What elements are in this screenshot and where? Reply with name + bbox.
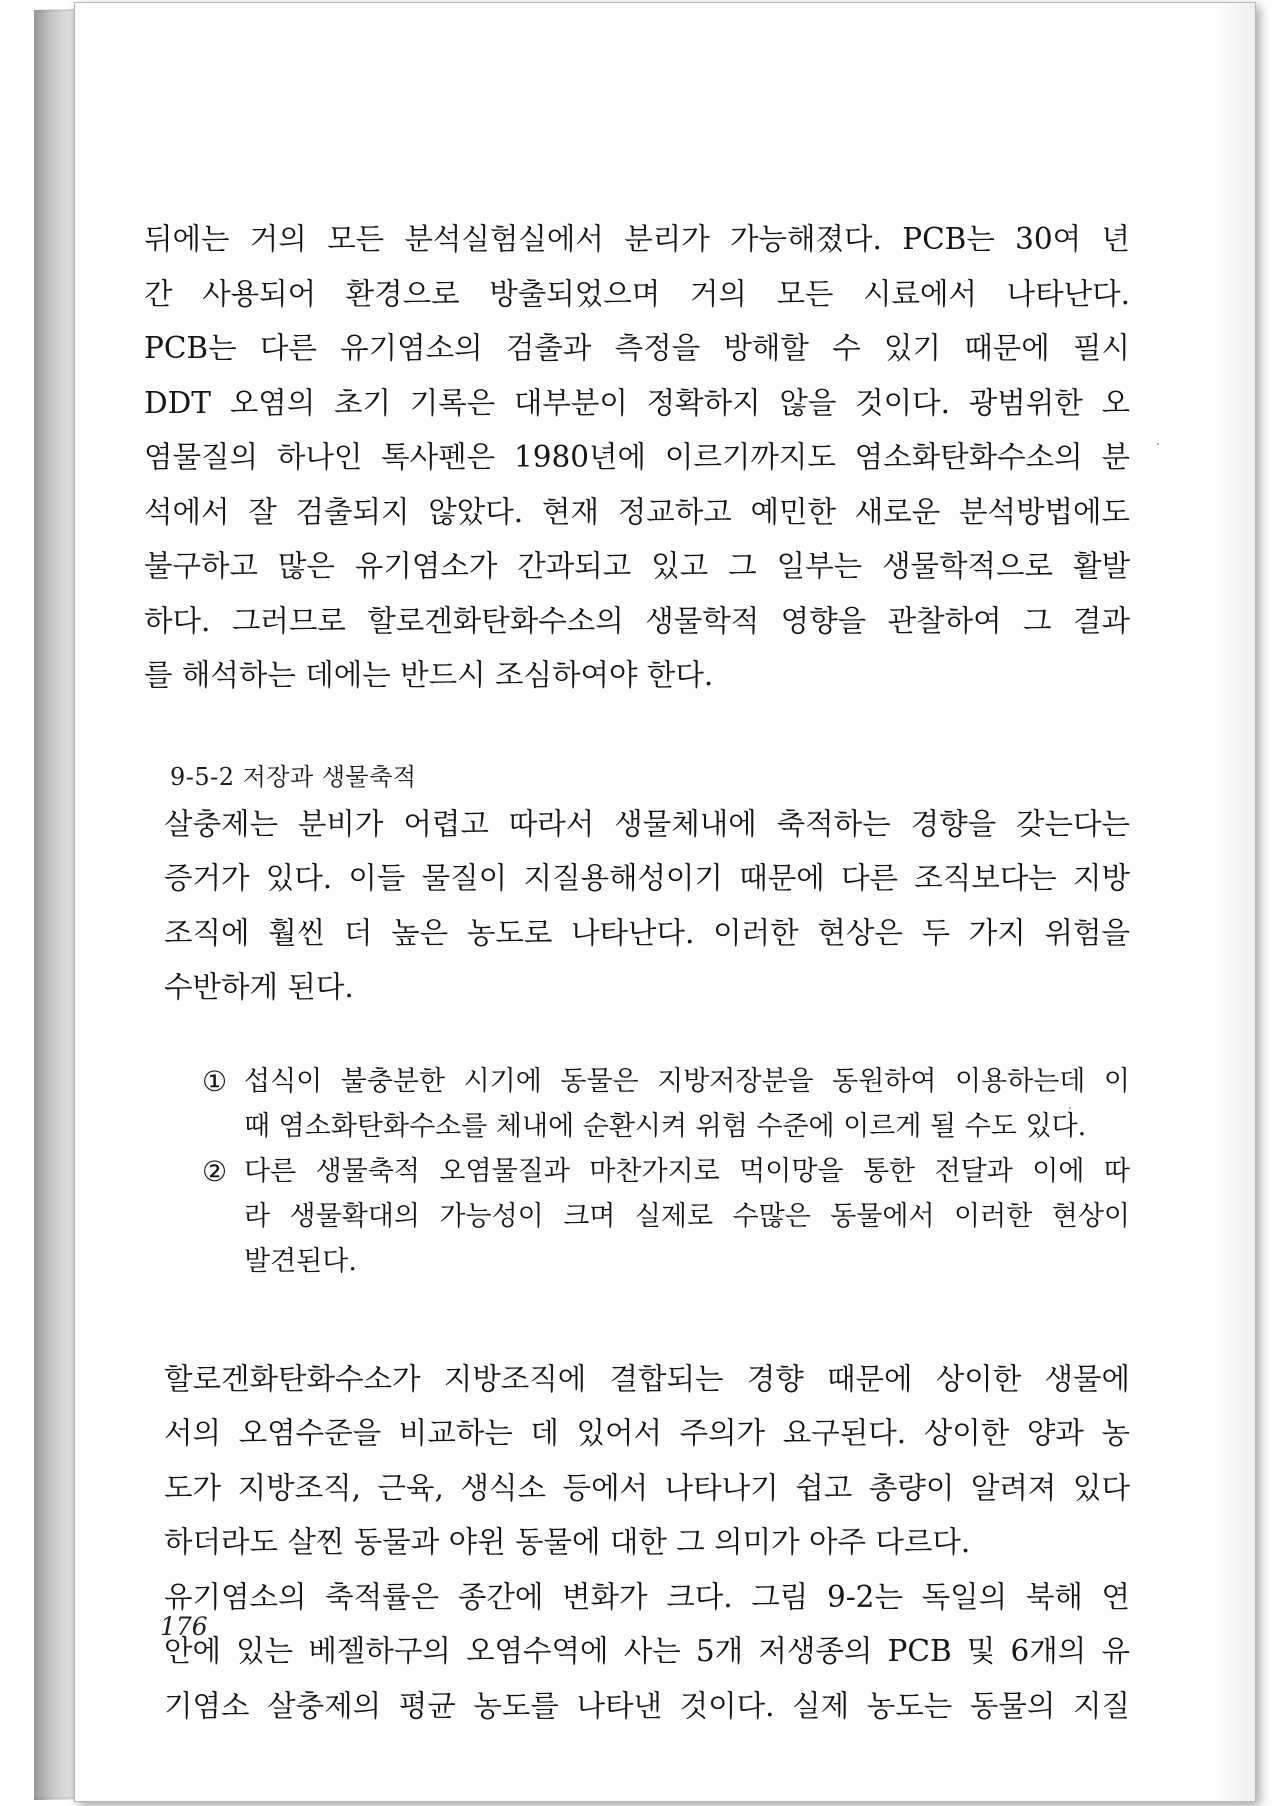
paragraph-accumulation-rate — [144, 1570, 1130, 1734]
paragraph-bioaccumulation — [144, 797, 1130, 1015]
list-marker: ② — [202, 1154, 228, 1188]
text-line: 하다. 그러므로 할로겐화탄화수소의 생물학적 영향을 관찰하여 그 결과 — [144, 603, 1130, 638]
text-line: 라 생물확대의 가능성이 크며 실제로 수많은 동물에서 이러한 현상이 — [244, 1200, 1130, 1232]
text-line-last: 때 염소화탄화수소를 체내에 순환시켜 위험 수준에 이르게 될 수도 있다. — [244, 1110, 1087, 1142]
text-line: PCB는 다른 유기염소의 검출과 측정을 방해할 수 있기 때문에 필시 — [144, 331, 1130, 365]
section-heading: 9-5-2 저장과 생물축적 — [170, 762, 417, 791]
text-line: 염물질의 하나인 톡사펜은 1980년에 이르기까지도 염소화탄화수소의 분 — [144, 440, 1130, 474]
text-line-last: 하더라도 살찐 동물과 야윈 동물에 대한 그 의미가 아주 다르다. — [164, 1525, 971, 1559]
text-line: 간 사용되어 환경으로 방출되었으며 거의 모든 시료에서 나타난다. — [144, 276, 1130, 311]
text-line-last: 수반하게 된다. — [164, 970, 354, 1004]
text-line: 살충제는 분비가 어렵고 따라서 생물체내에 축적하는 경향을 갖는다는 — [164, 806, 1130, 841]
text-line: 불구하고 많은 유기염소가 간과되고 있고 그 일부는 생물학적으로 활발 — [144, 549, 1130, 583]
text-line-last: 발견된다. — [244, 1245, 357, 1277]
text-line: 석에서 잘 검출되지 않았다. 현재 정교하고 예민한 새로운 분석방법에도 — [144, 494, 1130, 529]
text-line-last: 를 해석하는 데에는 반드시 조심하여야 한다. — [144, 658, 714, 692]
text-line: 유기염소의 축적률은 종간에 변화가 크다. 그림 9-2는 독일의 북해 연 — [164, 1579, 1130, 1614]
page-edge-shadow — [1215, 3, 1255, 1801]
list-marker: ① — [202, 1064, 228, 1098]
list-item — [202, 1149, 1130, 1284]
text-line: DDT 오염의 초기 기록은 대부분이 정확하지 않을 것이다. 광범위한 오 — [144, 385, 1130, 420]
text-line: 증거가 있다. 이들 물질이 지질용해성이기 때문에 다른 조직보다는 지방 — [164, 861, 1130, 895]
text-line: 다른 생물축적 오염물질과 마찬가지로 먹이망을 통한 전달과 이에 따 — [244, 1155, 1130, 1187]
list-item-text — [244, 1149, 1130, 1284]
text-line: 섭식이 불충분한 시기에 동물은 지방저장분을 동원하여 이용하는데 이 — [244, 1065, 1130, 1097]
text-line: 안에 있는 베젤하구의 오염수역에 사는 5개 저생종의 PCB 및 6개의 유 — [164, 1634, 1130, 1668]
risk-list — [144, 1059, 1130, 1284]
paragraph-fat-tissue — [144, 1352, 1130, 1570]
page-body — [144, 212, 1130, 1733]
text-line: 뒤에는 거의 모든 분석실험실에서 분리가 가능해졌다. PCB는 30여 년 — [144, 222, 1130, 256]
text-line: 기염소 살충제의 평균 농도를 나타낸 것이다. 실제 농도는 동물의 지질 — [164, 1688, 1130, 1723]
list-item-text — [244, 1059, 1130, 1149]
page-number: 176 — [160, 1612, 208, 1641]
paragraph-pcb-analysis — [144, 212, 1130, 703]
text-line: 서의 오염수준을 비교하는 데 있어서 주의가 요구된다. 상이한 양과 농 — [164, 1416, 1130, 1450]
text-line: 할로겐화탄화수소가 지방조직에 결합되는 경향 때문에 상이한 생물에 — [164, 1361, 1130, 1396]
scan-speck — [1157, 443, 1159, 445]
list-item — [202, 1059, 1130, 1149]
text-line: 조직에 훨씬 더 높은 농도로 나타난다. 이러한 현상은 두 가지 위험을 — [164, 915, 1130, 950]
text-line: 도가 지방조직, 근육, 생식소 등에서 나타나기 쉽고 총량이 알려져 있다 — [164, 1470, 1130, 1505]
